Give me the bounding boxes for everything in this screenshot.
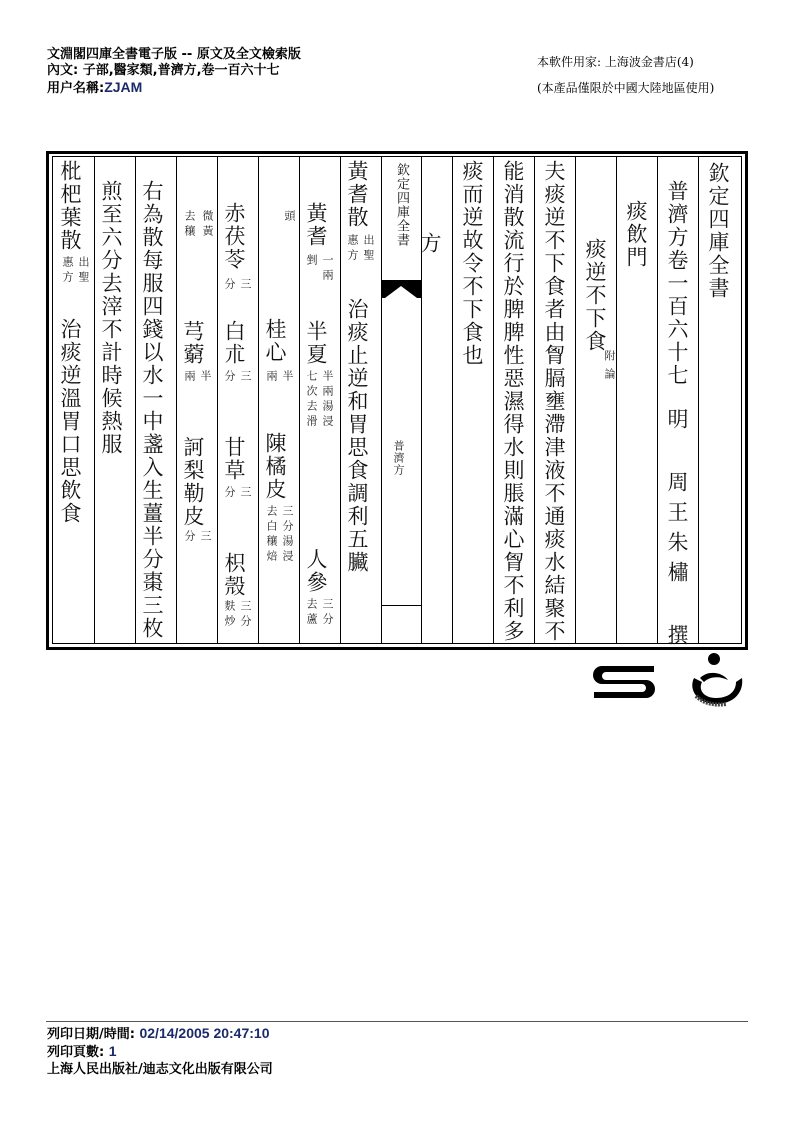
herb-name: 白朮 <box>222 320 246 366</box>
herb-dose: 七次去滑 <box>305 370 318 430</box>
user-value: ZJAM <box>104 79 143 95</box>
annotation: 惠方 <box>61 256 74 286</box>
herb-dose: 兩 <box>183 370 196 385</box>
fold-volume-name: 普濟方 <box>392 440 405 476</box>
herb-dose: 兩 <box>265 370 278 385</box>
herb-dose: 麩炒 <box>223 600 236 630</box>
column-divider <box>421 157 422 643</box>
content-label: 內文: <box>47 63 79 78</box>
herb-dose: 去白穰焙 <box>265 505 278 565</box>
page-count-line <box>47 1043 273 1061</box>
print-datetime-line <box>47 1025 273 1043</box>
herb-dose: 一兩 <box>321 254 334 284</box>
herb-name: 半夏 <box>304 320 328 366</box>
herb-dose: 半 <box>281 370 294 385</box>
section-title: 痰飲門 <box>624 200 648 269</box>
column-divider <box>135 157 136 643</box>
content-path: 子部,醫家類,普濟方,卷一百六十七 <box>82 63 280 78</box>
column-divider <box>94 157 95 643</box>
column-divider <box>217 157 218 643</box>
column-divider <box>452 157 453 643</box>
footer-divider <box>46 1021 748 1022</box>
text-column: 痰而逆故令不下食也 <box>460 160 484 367</box>
column-divider <box>575 157 576 643</box>
text-column: 夫痰逆不下食者由胷膈壅滯津液不通痰水結聚不 <box>542 160 566 643</box>
annotation: 出聖 <box>77 256 90 286</box>
herb-dose: 半兩湯浸 <box>321 370 334 430</box>
page-count-value: 1 <box>108 1043 117 1059</box>
annotation: 惠方 <box>346 234 359 264</box>
annotation: 微黃 <box>201 210 214 240</box>
herb-dose: 分 <box>223 370 236 385</box>
herb-dose: 三分 <box>321 598 334 628</box>
herb-dose: 三 <box>239 278 252 293</box>
user-label: 用户名稱: <box>47 81 105 96</box>
column-divider <box>616 157 617 643</box>
column-divider <box>299 157 300 643</box>
column-divider <box>176 157 177 643</box>
region-note: (本產品僅限於中國大陸地區使用) <box>537 81 715 95</box>
text-column: 能消散流行於脾脾性惡濕得水則脹滿心胷不利多 <box>501 160 525 643</box>
recipe-name: 黃耆散 <box>345 160 369 229</box>
subsection-title: 痰逆不下食 <box>583 238 607 353</box>
recipe-name: 枇杷葉散 <box>58 160 82 252</box>
page-count-label: 列印頁數: <box>47 1045 105 1060</box>
recipe-indication: 治痰逆溫胃口思飲食 <box>58 318 82 525</box>
fold-divider <box>381 605 421 606</box>
recipe-heading: 方 <box>418 232 442 255</box>
herb-dose: 三 <box>239 370 252 385</box>
column-divider <box>657 157 658 643</box>
herb-dose: 半 <box>199 370 212 385</box>
herb-dose: 分 <box>223 486 236 501</box>
preparation-text: 煎至六分去滓不計時候熱服 <box>99 180 123 456</box>
herb-name: 芎藭 <box>181 320 205 366</box>
annotation: 附 <box>603 350 616 365</box>
app-title: 文淵閣四庫全書電子版 -- 原文及全文檢索版 <box>47 47 301 62</box>
column-divider <box>493 157 494 643</box>
print-datetime-label: 列印日期/時間: <box>47 1027 135 1042</box>
fold-book-title: 欽定四庫全書 <box>394 163 409 247</box>
herb-dose: 三 <box>239 486 252 501</box>
column-divider <box>258 157 259 643</box>
herb-dose: 三分湯浸 <box>281 505 294 565</box>
herb-name: 甘草 <box>222 436 246 482</box>
herb-dose: 三 <box>199 530 212 545</box>
dizhi-culture-logo-icon <box>686 652 746 708</box>
content-path-line <box>47 63 301 79</box>
column-divider <box>340 157 341 643</box>
publisher: 上海人民出版社/迪志文化出版有限公司 <box>47 1062 273 1077</box>
publisher-book-logo-icon <box>592 664 656 700</box>
herb-dose: 剉 <box>305 254 318 269</box>
herb-dose: 去蘆 <box>305 598 318 628</box>
column-divider <box>534 157 535 643</box>
volume-title: 普濟方卷一百六十七 <box>665 180 689 387</box>
herb-dose: 分 <box>183 530 196 545</box>
herb-dose: 三分 <box>239 600 252 630</box>
header-left <box>47 47 301 97</box>
preparation-text: 右為散每服四錢以水一中盞入生薑半分棗三枚 <box>140 180 164 640</box>
footer <box>47 1025 273 1078</box>
herb-name: 黃耆 <box>304 202 328 248</box>
herb-name: 赤茯苓 <box>222 202 246 271</box>
fishtail-mark-icon <box>381 280 421 298</box>
header-right <box>537 49 714 101</box>
user-line <box>47 79 301 97</box>
column-divider <box>698 157 699 643</box>
recipe-indication: 治痰止逆和胃思食調利五臟 <box>345 298 369 574</box>
annotation: 頭 <box>283 210 296 225</box>
herb-name: 人參 <box>304 548 328 594</box>
herb-dose: 分 <box>223 278 236 293</box>
author-line: 明 周王朱橚 撰 <box>665 408 689 654</box>
licensee: 本軟件用家: 上海波金書店(4) <box>537 55 694 69</box>
herb-name: 枳殼 <box>222 552 246 598</box>
annotation: 出聖 <box>362 234 375 264</box>
herb-name: 桂心 <box>263 318 287 364</box>
annotation: 論 <box>603 368 616 383</box>
annotation: 去穰 <box>183 210 196 240</box>
book-title: 欽定四庫全書 <box>706 162 730 300</box>
print-datetime-value: 02/14/2005 20:47:10 <box>139 1025 270 1041</box>
herb-name: 訶梨勒皮 <box>181 436 205 528</box>
herb-name: 陳橘皮 <box>263 432 287 501</box>
